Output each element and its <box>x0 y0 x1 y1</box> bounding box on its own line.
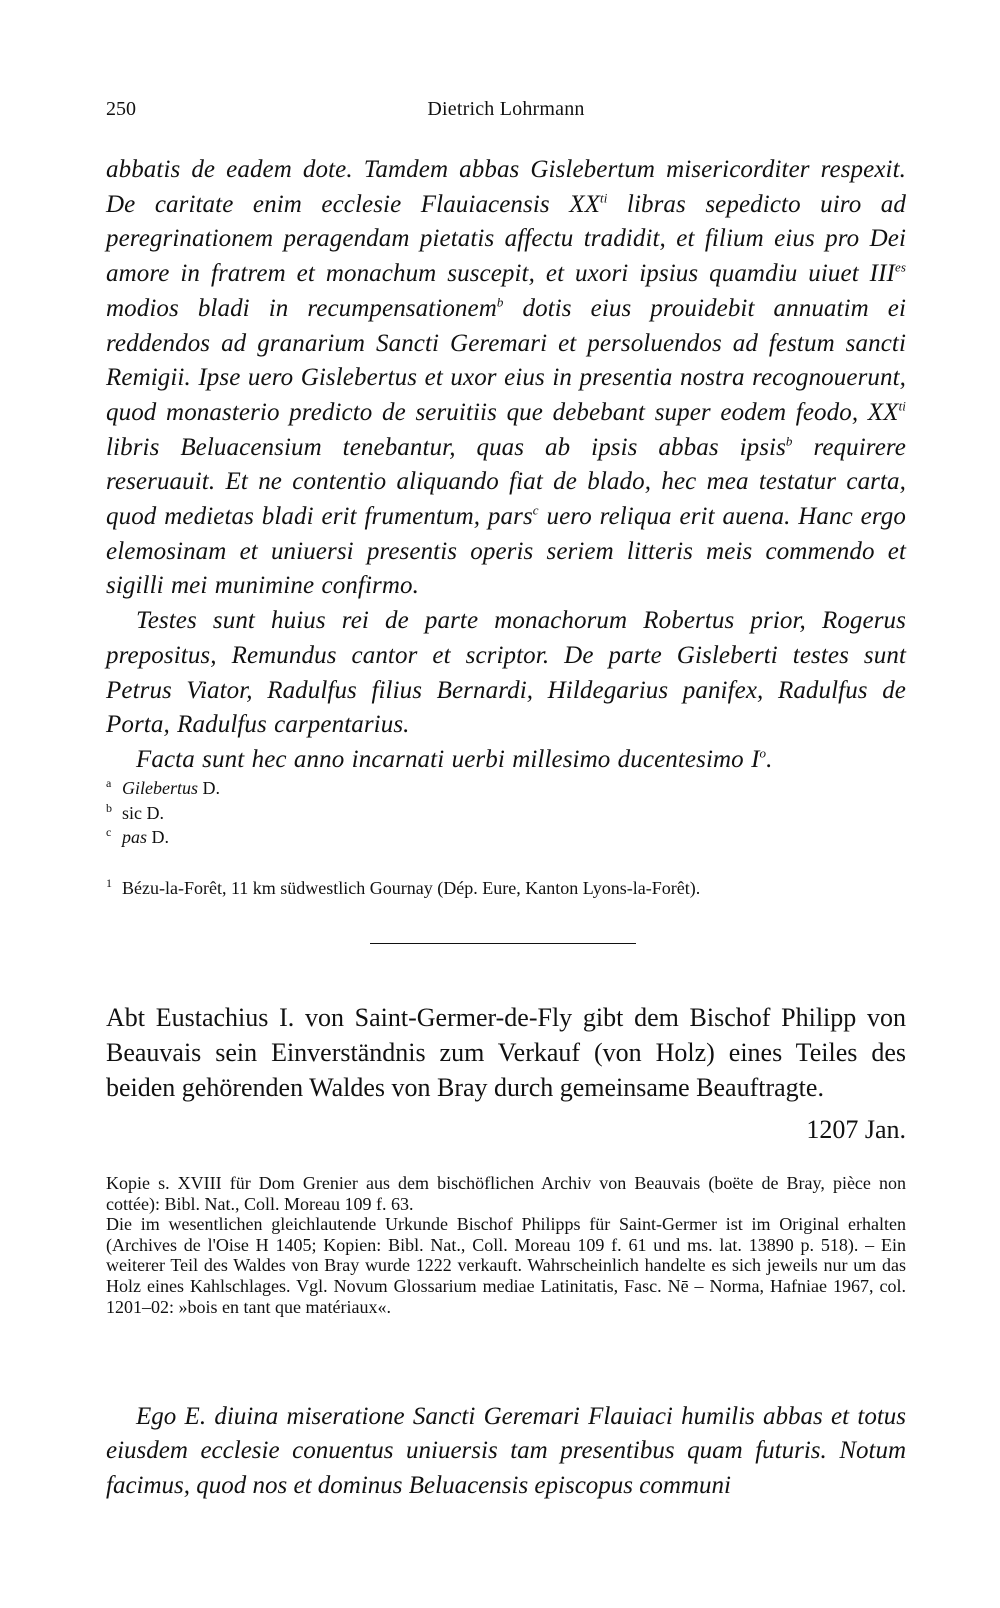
charter-text-run: dotis eius prouidebit annuatim ei reddendos ad granarium Sancti Geremari et persoluendos ad festum sancti Remigii. Ipse uero Gislebertus et uxor eius in presentia nostra recognouerunt, quod monasterio predicto de seruitiis que debebant super eodem feodo, XX <box>106 294 907 426</box>
charter-text-run: requirere reseruauit. Et ne contentio aliquando fiat de blado, hec mea testatur carta, quod medietas bladi erit frumentum, pars <box>106 433 906 531</box>
regest-date: 1207 Jan. <box>806 1115 906 1144</box>
charter-text-run: modios bladi in recumpensationem <box>106 294 497 322</box>
superscript: ti <box>898 398 906 414</box>
apparatus-note: a Gilebertus D. <box>106 776 220 798</box>
apparatus-reference: c <box>532 502 539 518</box>
charter-text-run: . <box>766 745 773 773</box>
apparatus-note: b sic D. <box>106 800 164 823</box>
apparatus-reference: b <box>496 294 504 310</box>
note-italic: pas <box>122 827 148 847</box>
tradition-notes <box>106 1173 906 1317</box>
section-divider <box>370 943 636 944</box>
note-text: D. <box>147 827 170 847</box>
charter-text-run: abbatis de eadem dote. Tamdem abbas Gislebertum misericorditer respexit. De caritate enim ecclesie Flauiacensis XX <box>106 156 906 218</box>
charter-paragraph <box>106 153 906 604</box>
tradition-paragraph: Die im wesentlichen gleichlautende Urkunde Bischof Philipps für Saint-Germer ist im Original erhalten (Archives de l'Oise H 1405; Kopien: Bibl. Nat., Coll. Moreau 109 f. 61 und ms. lat. 13890 p. 518). – Ein weiterer Teil des Waldes von Bray wurde 1222 verkauft. Wahrscheinlich handelte es sich jeweils nur um das Holz eines Kahlschlages. Vgl. Novum Glossarium mediae Latinitatis, Fasc. Nē – Norma, Hafniae 1967, col. 1201–02: »bois en tant que matériaux«. <box>106 1214 906 1317</box>
note-italic: Gilebertus <box>122 778 198 798</box>
charter-text-run: uero reliqua erit auena. Hanc ergo elemosinam et uniuersi presentis operis seriem litteris meis commendo et sigilli mei munimine confirmo. <box>106 503 906 600</box>
page-number: 250 <box>106 98 136 120</box>
regest-summary: Abt Eustachius I. von Saint-Germer-de-Fly gibt dem Bischof Philipp von Beauvais sein Einverständnis zum Verkauf (von Holz) eines Teiles des beiden gehörenden Waldes von Bray durch gemeinsame Beauftragte. <box>106 1003 906 1103</box>
critical-apparatus <box>106 776 926 850</box>
note-text: D. <box>198 778 220 798</box>
superscript: ti <box>599 190 608 206</box>
charter-text-run: Facta sunt hec anno incarnati uerbi millesimo ducentesimo I <box>136 745 760 773</box>
footnote-text: Bézu-la-Forêt, 11 km südwestlich Gournay (Dép. Eure, Kanton Lyons-la-Forêt). <box>122 878 701 898</box>
witness-list: Testes sunt huius rei de parte monachorum Robertus prior, Rogerus prepositus, Remundus cantor et scriptor. De parte Gisleberti testes sunt Petrus Viator, Radulfus filius Bernardi, Hildegarius panifex, Radulfus de Porta, Radulfus carpentarius. <box>106 607 906 739</box>
dating-clause <box>106 743 906 778</box>
tradition-paragraph: Kopie s. XVIII für Dom Grenier aus dem bischöflichen Archiv von Beauvais (boëte de Bray, pièce non cottée): Bibl. Nat., Coll. Moreau 109 f. 63. <box>106 1173 906 1214</box>
apparatus-reference: b <box>785 433 793 449</box>
running-head <box>106 98 906 128</box>
superscript: es <box>894 259 906 275</box>
superscript: o <box>759 745 767 761</box>
charter-opening-text: Ego E. diuina miseratione Sancti Geremari Flauiaci humilis abbas et totus eiusdem ecclesie conuentus uniuersis tam presentibus quam futuris. Notum facimus, quod nos et dominus Beluacensis episcopus communi <box>106 1403 906 1499</box>
footnote: 1 Bézu-la-Forêt, 11 km südwestlich Gournay (Dép. Eure, Kanton Lyons-la-Forêt). <box>106 876 701 898</box>
apparatus-note: c pas D. <box>106 825 170 847</box>
charter-opening <box>106 1400 906 1503</box>
charter-text-run: libris Beluacensium tenebantur, quas ab ipsis abbas ipsis <box>106 433 786 461</box>
charter-text-run: libras sepedicto uiro ad peregrinationem peragendam pietatis affectu tradidit, et filium eius pro Dei amore in fratrem et monachum suscepit, et uxori ipsius quamdiu uiuet III <box>106 190 906 288</box>
charter-text <box>106 153 906 778</box>
note-text: sic D. <box>122 802 164 823</box>
running-title: Dietrich Lohrmann <box>427 98 585 120</box>
